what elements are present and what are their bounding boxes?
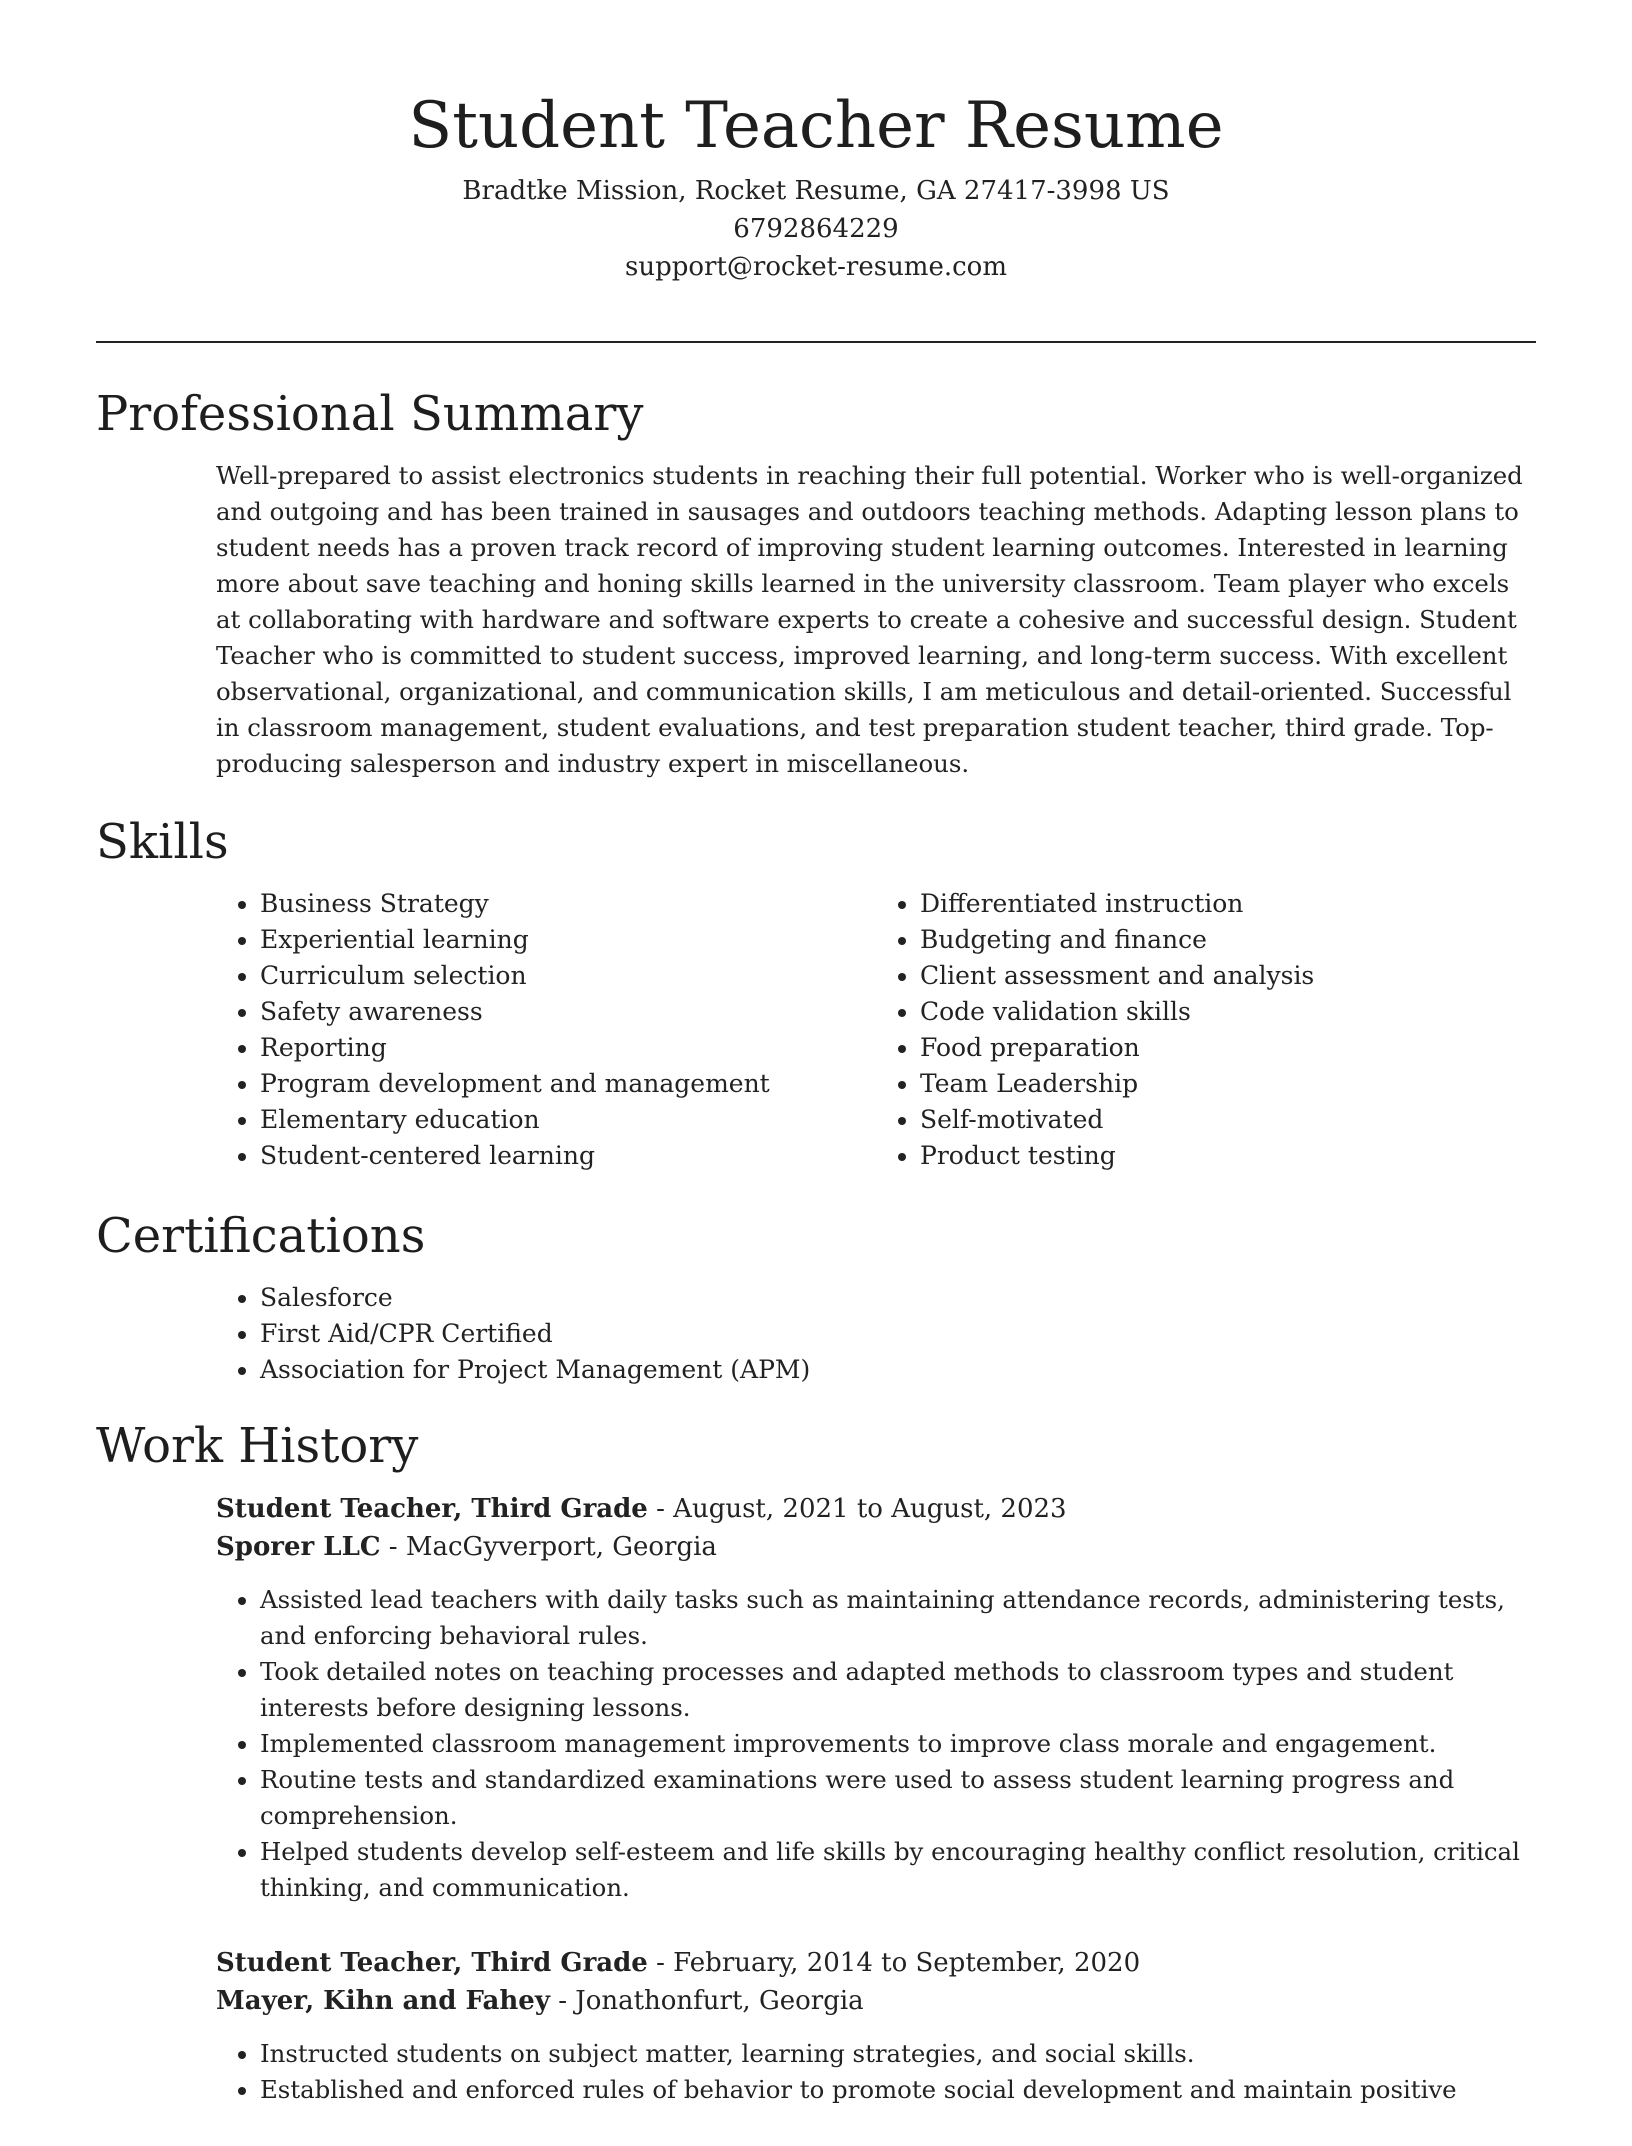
summary-text: Well-prepared to assist electronics students in reaching their full potential. Worker who is well-organized and outgoing and has been trained in sausages and outdoors teaching methods. Adapting lesson plans to student needs has a proven track record of improving student learning outcomes. Interested in learning more about save teaching and honing skills learned in the university classroom. Team player who excels at collaborating with hardware and software experts to create a cohesive and successful design. Student Teacher who is committed to student success, improved learning, and long-term success. With excellent observational, organizational, and communication skills, I am meticulous and detail-oriented. Successful in classroom management, student evaluations, and test preparation student teacher, third grade. Top-producing salesperson and industry expert in miscellaneous. — [216, 461, 1523, 778]
skill-item: • Student-centered learning — [260, 1138, 876, 1174]
job-duty: • Helped students develop self-esteem and life skills by encouraging healthy conflict resolution, critical thinking, and communication. — [260, 1834, 1536, 1906]
job-role: Student Teacher, Third Grade — [216, 1494, 648, 1524]
job-entry — [216, 1490, 1536, 1906]
job-location: Jonathonfurt, Georgia — [575, 1986, 864, 2016]
work-history-heading: Work History — [96, 1418, 419, 1474]
resume-title: Student Teacher Resume — [408, 89, 1224, 163]
certifications-heading: Certifications — [96, 1208, 426, 1264]
job-company-line: Sporer LLC - MacGyverport, Georgia — [216, 1532, 717, 1562]
skills-heading: Skills — [96, 814, 229, 870]
job-duty: • Took detailed notes on teaching processes and adapted methods to classroom types and student interests before designing lessons. — [260, 1654, 1536, 1726]
job-duty: • Routine tests and standardized examinations were used to assess student learning progress and comprehension. — [260, 1762, 1536, 1834]
skill-item: • Client assessment and analysis — [920, 958, 1536, 994]
work-history-section — [96, 1408, 1536, 2108]
job-title-line: Student Teacher, Third Grade - August, 2021 to August, 2023 — [216, 1494, 1067, 1524]
skill-item: • Business Strategy — [260, 886, 876, 922]
resume-body — [96, 376, 1536, 2146]
job-duty: • Implemented classroom management improvements to improve class morale and engagement. — [260, 1726, 1536, 1762]
skills-columns — [216, 886, 1536, 1174]
skill-item: • Team Leadership — [920, 1066, 1536, 1102]
skills-list-left — [216, 886, 876, 1174]
job-duty: • Assisted lead teachers with daily tasks such as maintaining attendance records, administering tests, and enforcing behavioral rules. — [260, 1582, 1536, 1654]
certification-item: • Salesforce — [260, 1280, 1536, 1316]
job-role: Student Teacher, Third Grade — [216, 1948, 648, 1978]
contact-email: support@rocket-resume.com — [624, 252, 1007, 282]
job-duty: • Instructed students on subject matter, learning strategies, and social skills. — [260, 2036, 1536, 2072]
skill-item: • Program development and management — [260, 1066, 876, 1102]
certifications-section — [96, 1198, 1536, 1388]
job-duty: • Established and enforced rules of behavior to promote social development and maintain positive — [260, 2072, 1536, 2108]
skill-item: • Code validation skills — [920, 994, 1536, 1030]
job-company: Sporer LLC — [216, 1532, 381, 1562]
skills-list-right — [876, 886, 1536, 1174]
certification-item: • Association for Project Management (APM) — [260, 1352, 1536, 1388]
job-dates: August, 2021 to August, 2023 — [673, 1494, 1067, 1524]
job-duties-list — [216, 1582, 1536, 1906]
job-company-line: Mayer, Kihn and Fahey - Jonathonfurt, Georgia — [216, 1986, 864, 2016]
job-company: Mayer, Kihn and Fahey — [216, 1986, 550, 2016]
header-divider — [96, 341, 1536, 343]
skill-item: • Experiential learning — [260, 922, 876, 958]
skill-item: • Differentiated instruction — [920, 886, 1536, 922]
certification-item: • First Aid/CPR Certified — [260, 1316, 1536, 1352]
skill-item: • Budgeting and finance — [920, 922, 1536, 958]
skill-item: • Curriculum selection — [260, 958, 876, 994]
job-title-line: Student Teacher, Third Grade - February, 2014 to September, 2020 — [216, 1948, 1141, 1978]
skills-section — [96, 804, 1536, 1174]
job-duties-list — [216, 2036, 1536, 2108]
job-location: MacGyverport, Georgia — [405, 1532, 717, 1562]
skill-item: • Elementary education — [260, 1102, 876, 1138]
skill-item: • Self-motivated — [920, 1102, 1536, 1138]
skill-item: • Product testing — [920, 1138, 1536, 1174]
skill-item: • Food preparation — [920, 1030, 1536, 1066]
skill-item: • Reporting — [260, 1030, 876, 1066]
contact-address: Bradtke Mission, Rocket Resume, GA 27417-3998 US — [462, 176, 1170, 206]
job-entry — [216, 1944, 1536, 2108]
skill-item: • Safety awareness — [260, 994, 876, 1030]
professional-summary-section — [96, 376, 1536, 782]
summary-heading: Professional Summary — [96, 386, 644, 442]
resume-header — [96, 80, 1536, 286]
contact-phone: 6792864229 — [733, 214, 899, 244]
certifications-list — [216, 1280, 1536, 1388]
job-dates: February, 2014 to September, 2020 — [673, 1948, 1141, 1978]
